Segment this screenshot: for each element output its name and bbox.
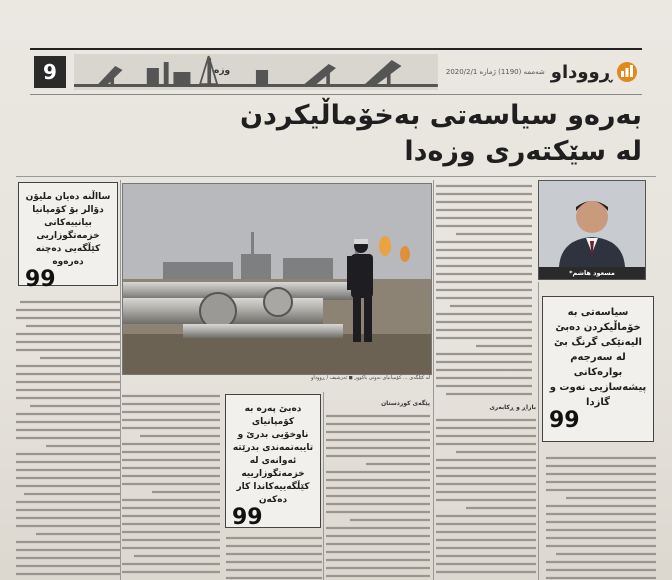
column-rule xyxy=(323,392,324,580)
column-rule xyxy=(538,282,539,580)
body-text-lines-lower-b xyxy=(226,532,322,580)
pull-quote-bottom xyxy=(225,394,321,528)
logo-text: ڕووداو xyxy=(550,61,612,83)
newspaper-logo xyxy=(551,61,638,83)
body-text-lines-lower-d xyxy=(436,414,536,580)
section-label: وزە xyxy=(214,66,231,76)
issue-date: 2020/2/1 شەممە (1190) ژمارە xyxy=(445,68,545,76)
pull-quote-bottom-text: دەبێ پەرە بە کۆمپانیای ناوخۆیی بدرێ و تایبەتمەندی بدرێتە ئەوانەی لە خزمەتگوزارییە کێڵگەییەکاندا کار دەکەن xyxy=(232,404,314,505)
pull-quote-right-text: سیاسەتی بە خۆماڵیکردن دەبێ الیەنێکی گرنگ بێ لە سەرجەم بوارەکانی پیشەسازیی نەوت و گازدا xyxy=(549,307,647,408)
body-text-lines-lower-a xyxy=(122,390,220,580)
body-text-lines-left xyxy=(16,296,120,580)
pull-quote-right xyxy=(542,296,654,442)
author-photo-box xyxy=(538,180,646,280)
headline-line-1: بەرەو سیاسەتی بەخۆماڵیکردن xyxy=(240,100,642,131)
quote-mark-icon: 99 xyxy=(25,267,56,292)
quote-mark-icon: 99 xyxy=(232,505,263,530)
body-column-right-bottom xyxy=(546,452,656,580)
body-text-lines-middle-top xyxy=(436,180,532,400)
page-header xyxy=(30,48,642,95)
article-headline xyxy=(122,98,642,170)
article-photo-pipeline-worker xyxy=(122,183,432,375)
pull-quote-left-text: سااڵنە دەیان ملیۆن دۆالر بۆ کۆمپانیا بیانییەکانی خزمەتگوزاریی کێڵگەیی دەچنە دەرەوە xyxy=(25,192,111,267)
author-name: مسعود هاشم* xyxy=(539,267,645,279)
body-column-lower-c xyxy=(326,410,430,580)
logo-mark-icon xyxy=(616,61,638,83)
body-text-lines-right-bottom xyxy=(546,452,656,580)
photo-caption: لە کێڵگەی ... کۆمپانیای نەوتی باکوور ◼ ئەرشیف / ڕووداو xyxy=(310,375,430,381)
quote-mark-icon: 99 xyxy=(549,408,580,433)
headline-line-2: لە سێکتەری وزەدا xyxy=(404,136,642,167)
headline-rule xyxy=(16,176,656,177)
subheading-a: پێگەی کوردستان xyxy=(381,400,430,407)
subheading-b: بازاڕ و ڕکابەری xyxy=(489,404,536,411)
body-column-lower-b xyxy=(226,532,322,580)
body-column-middle-top xyxy=(436,180,532,400)
body-column-lower-d xyxy=(436,414,536,580)
body-column-left xyxy=(16,296,120,580)
pull-quote-left xyxy=(18,182,118,292)
page-number: 9 xyxy=(34,56,66,88)
author-portrait xyxy=(539,181,645,267)
oil-industry-skyline-icon xyxy=(74,54,438,90)
body-column-lower-a xyxy=(122,390,220,580)
column-rule xyxy=(120,180,121,580)
body-text-lines-lower-c xyxy=(326,410,430,580)
column-rule xyxy=(433,180,434,580)
